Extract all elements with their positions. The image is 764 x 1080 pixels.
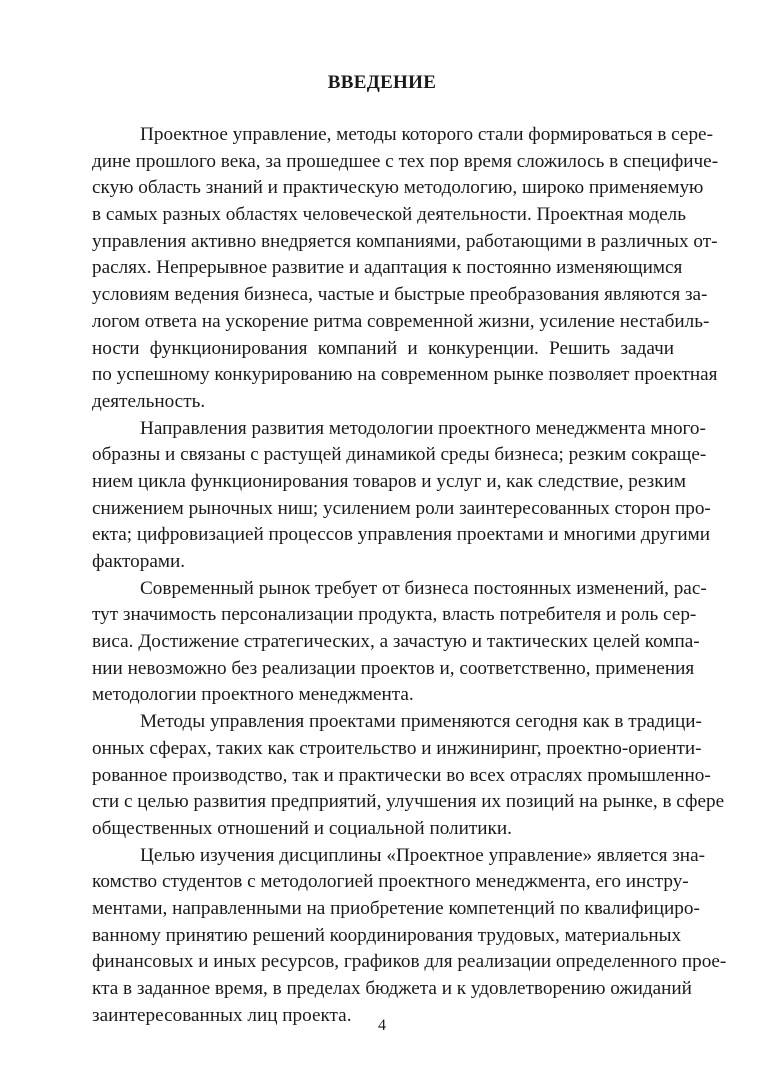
text-line: скую область знаний и практическую методологию, широко применяемую bbox=[92, 177, 704, 199]
text-line: ности функционирования компаний и конкуренции. Решить задачи bbox=[92, 337, 674, 359]
body-text bbox=[92, 122, 727, 1029]
text-line: факторами. bbox=[92, 551, 186, 572]
page-number: 4 bbox=[378, 1017, 386, 1034]
text-line: Современный рынок требует от бизнеса постоянных изменений, рас- bbox=[140, 577, 707, 599]
text-line: ванному принятию решений координирования трудовых, материальных bbox=[92, 924, 682, 946]
text-line: комство студентов с методологией проектного менеджмента, его инстру- bbox=[92, 871, 689, 893]
text-line: ментами, направленными на приобретение компетенций по квалифициро- bbox=[92, 897, 700, 919]
text-line: екта; цифровизацией процессов управления проектами и многими другими bbox=[92, 524, 711, 546]
paragraph bbox=[92, 122, 719, 416]
text-line: снижением рыночных ниш; усилением роли заинтересованных сторон про- bbox=[92, 497, 711, 519]
text-line: в самых разных областях человеческой деятельности. Проектная модель bbox=[92, 204, 686, 226]
paragraph bbox=[92, 843, 727, 1030]
text-line: онных сферах, таких как строительство и инжиниринг, проектно-ориенти- bbox=[92, 737, 702, 759]
text-line: раслях. Непрерывное развитие и адаптация к постоянно изменяющимся bbox=[92, 257, 683, 279]
text-line: дине прошлого века, за прошедшее с тех пор время сложилось в специфиче- bbox=[92, 150, 719, 172]
text-line: образны и связаны с растущей динамикой среды бизнеса; резким сокраще- bbox=[92, 444, 707, 466]
text-line: кта в заданное время, в пределах бюджета и к удовлетворению ожиданий bbox=[92, 978, 692, 999]
text-line: Проектное управление, методы которого стали формироваться в сере- bbox=[140, 124, 713, 145]
text-line: условиям ведения бизнеса, частые и быстрые преобразования являются за- bbox=[92, 284, 708, 306]
text-line: Методы управления проектами применяются сегодня как в традици- bbox=[140, 711, 702, 733]
text-line: финансовых и иных ресурсов, графиков для реализации определенного проe- bbox=[92, 951, 727, 973]
text-line: логом ответа на ускорение ритма современной жизни, усиление нестабиль- bbox=[92, 310, 710, 332]
text-line: управления активно внедряется компаниями, работающими в различных от- bbox=[92, 230, 718, 252]
text-line: нии невозможно без реализации проектов и, соответственно, применения bbox=[92, 657, 695, 679]
text-line: общественных отношений и социальной политики. bbox=[92, 817, 512, 839]
text-line: методологии проектного менеджмента. bbox=[92, 684, 414, 706]
text-line: сти с целью развития предприятий, улучшения их позиций на рынке, в сфере bbox=[92, 791, 725, 813]
paragraph bbox=[92, 709, 725, 842]
text-line: тут значимость персонализации продукта, власть потребителя и роль сер- bbox=[92, 604, 697, 626]
page-title: ВВЕДЕНИЕ bbox=[327, 72, 437, 93]
text-line: по успешному конкурированию на современном рынке позволяет проектная bbox=[92, 364, 718, 386]
text-line: Направления развития методологии проектного менеджмента много- bbox=[140, 417, 706, 439]
text-line: деятельность. bbox=[92, 390, 206, 412]
paragraph bbox=[92, 416, 711, 576]
text-line: Целью изучения дисциплины «Проектное управление» является зна- bbox=[140, 844, 705, 866]
paragraph bbox=[92, 576, 707, 709]
text-line: заинтересованных лиц проекта. bbox=[92, 1004, 352, 1026]
text-line: нием цикла функционирования товаров и услуг и, как следствие, резким bbox=[92, 470, 686, 492]
text-line: виса. Достижение стратегических, а зачастую и тактических целей компа- bbox=[92, 631, 700, 653]
text-line: рованное производство, так и практически во всех отраслях промышленно- bbox=[92, 764, 711, 786]
